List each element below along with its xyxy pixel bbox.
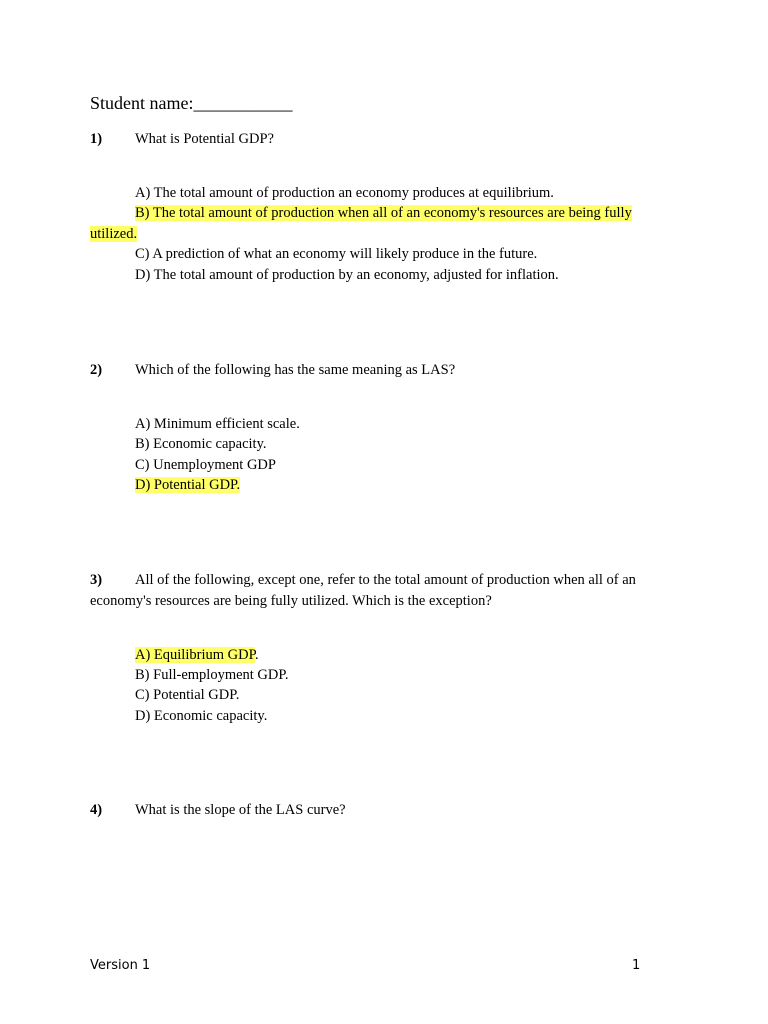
q1-option-b-continued [90,224,137,245]
student-name-blank: ___________ [193,93,293,113]
question-text: What is Potential GDP? [135,131,274,147]
q2-option-c: C) Unemployment GDP [135,457,276,473]
question-4 [90,800,680,821]
question-text: Which of the following has the same meaning as LAS? [135,362,456,378]
question-1 [90,129,680,150]
q2-option-b: B) Economic capacity. [135,436,267,452]
question-text-line-2: economy's resources are being fully utilized. Which is the exception? [90,592,492,609]
q1-option-d: D) The total amount of production by an economy, adjusted for inflation. [135,267,559,283]
question-3 [90,570,662,611]
footer-version: Version 1 [90,958,151,973]
highlighted-answer: A) Equilibrium GDP [135,647,256,663]
q3-option-b: B) Full-employment GDP. [135,667,289,683]
q3-option-d: D) Economic capacity. [135,708,268,724]
student-name-label: Student name: [90,93,194,113]
question-number: 3) [90,572,103,588]
q3-option-a: A) Equilibrium GDP. [135,647,259,663]
student-name-line [90,92,292,114]
question-number: 1) [90,131,103,147]
highlighted-answer: B) The total amount of production when all of an economy's resources are being fully [135,205,632,221]
q3-option-c: C) Potential GDP. [135,687,240,703]
question-number: 2) [90,362,103,378]
highlighted-answer: D) Potential GDP. [135,477,241,493]
question-text: What is the slope of the LAS curve? [135,802,346,818]
q1-option-a: A) The total amount of production an economy produces at equilibrium. [135,185,554,201]
q2-option-d [135,475,240,496]
q2-option-a: A) Minimum efficient scale. [135,416,300,432]
question-2 [90,360,680,381]
q1-option-c: C) A prediction of what an economy will likely produce in the future. [135,246,538,262]
question-number: 4) [90,802,103,818]
footer-page-number: 1 [632,958,641,973]
highlighted-answer-continued: utilized. [90,226,138,242]
question-text-line-1: 3) All of the following, except one, refer to the total amount of production when all of an [90,570,662,591]
q1-option-b [135,203,632,224]
